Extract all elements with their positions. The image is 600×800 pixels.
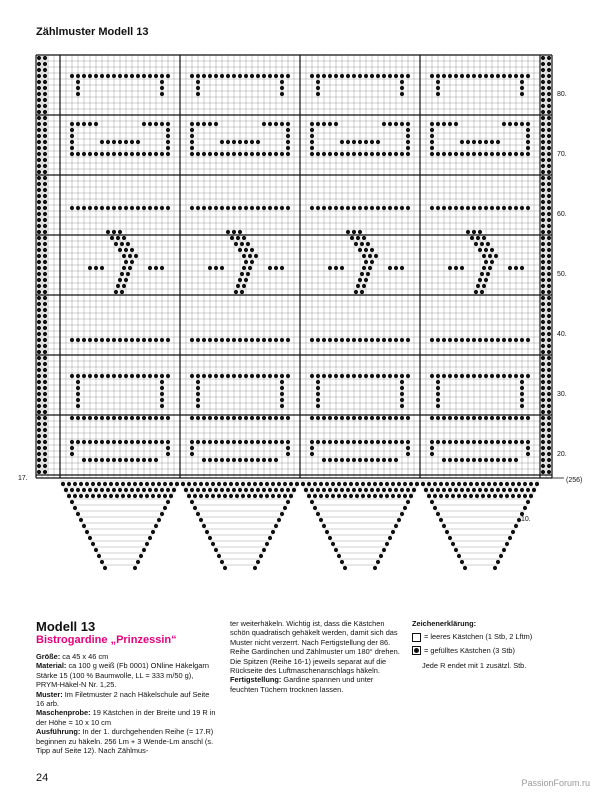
row-label-50: 50. — [557, 271, 567, 278]
row-label-17: 17. — [18, 475, 28, 482]
legend-empty: = leeres Kästchen (1 Stb, 2 Lftm) — [412, 632, 582, 641]
row-label-70: 70. — [557, 151, 567, 158]
row-label-20: 20. — [557, 451, 567, 458]
instructions-column-1: Größe: ca 45 x 46 cm Material: ca 100 g weiß (Fb 0001) ONline Häkelgarn Stärke 15 (100 % Baumwolle, LL = 333 m/50 g), PRYM-Häkel-N Nr. 1,25. Muster: Im Filetmuster 2 nach Häkelschule auf Seite 16 arb. Maschenprobe: 19 Kästchen in der Breite und 19 R in der Höhe = 10 x 10 cm Ausführung: In der 1. durchgehenden Reihe (= 17.R) beginnen zu häkeln. 256 Lm + 3 Wende-Lm anschl (s. Tipp auf Seite 12). Nach Zählmus- — [36, 652, 216, 756]
row-label-30: 30. — [557, 391, 567, 398]
watermark: PassionForum.ru — [521, 778, 590, 788]
row-label-60: 60. — [557, 211, 567, 218]
chart-title: Zählmuster Modell 13 — [36, 26, 149, 38]
row-label-40: 40. — [557, 331, 567, 338]
instructions-column-2: ter weiterhäkeln. Wichtig ist, dass die Kästchen schön quadratisch gehäkelt werden, damit sich das Muster nicht verzerrt. Nach Fertigstellung der 86. Reihe Gardinchen und Zählmuster um 180° drehen. Die Spitzen (Reihe 16-1) jeweils separat auf die Rückseite des Luftmaschenanschlags häkeln. Fertigstellung: Gardine spannen und unter feuchten Tüchern trocknen lassen. — [230, 619, 400, 694]
empty-box-icon — [412, 633, 421, 642]
legend-title: Zeichenerklärung: — [412, 619, 477, 628]
model-title: Modell 13 — [36, 619, 96, 634]
row-label-80: 80. — [557, 91, 567, 98]
filled-box-icon — [412, 646, 421, 655]
page-number: 24 — [36, 772, 49, 784]
stitch-count: (256) — [566, 477, 583, 484]
legend — [412, 619, 582, 671]
legend-filled: = gefülltes Kästchen (3 Stb) — [412, 646, 582, 655]
model-subtitle: Bistrogardine „Prinzessin“ — [36, 634, 177, 646]
legend-note: Jede R endet mit 1 zusätzl. Stb. — [422, 661, 527, 671]
row-label-10: 10. — [521, 516, 531, 523]
